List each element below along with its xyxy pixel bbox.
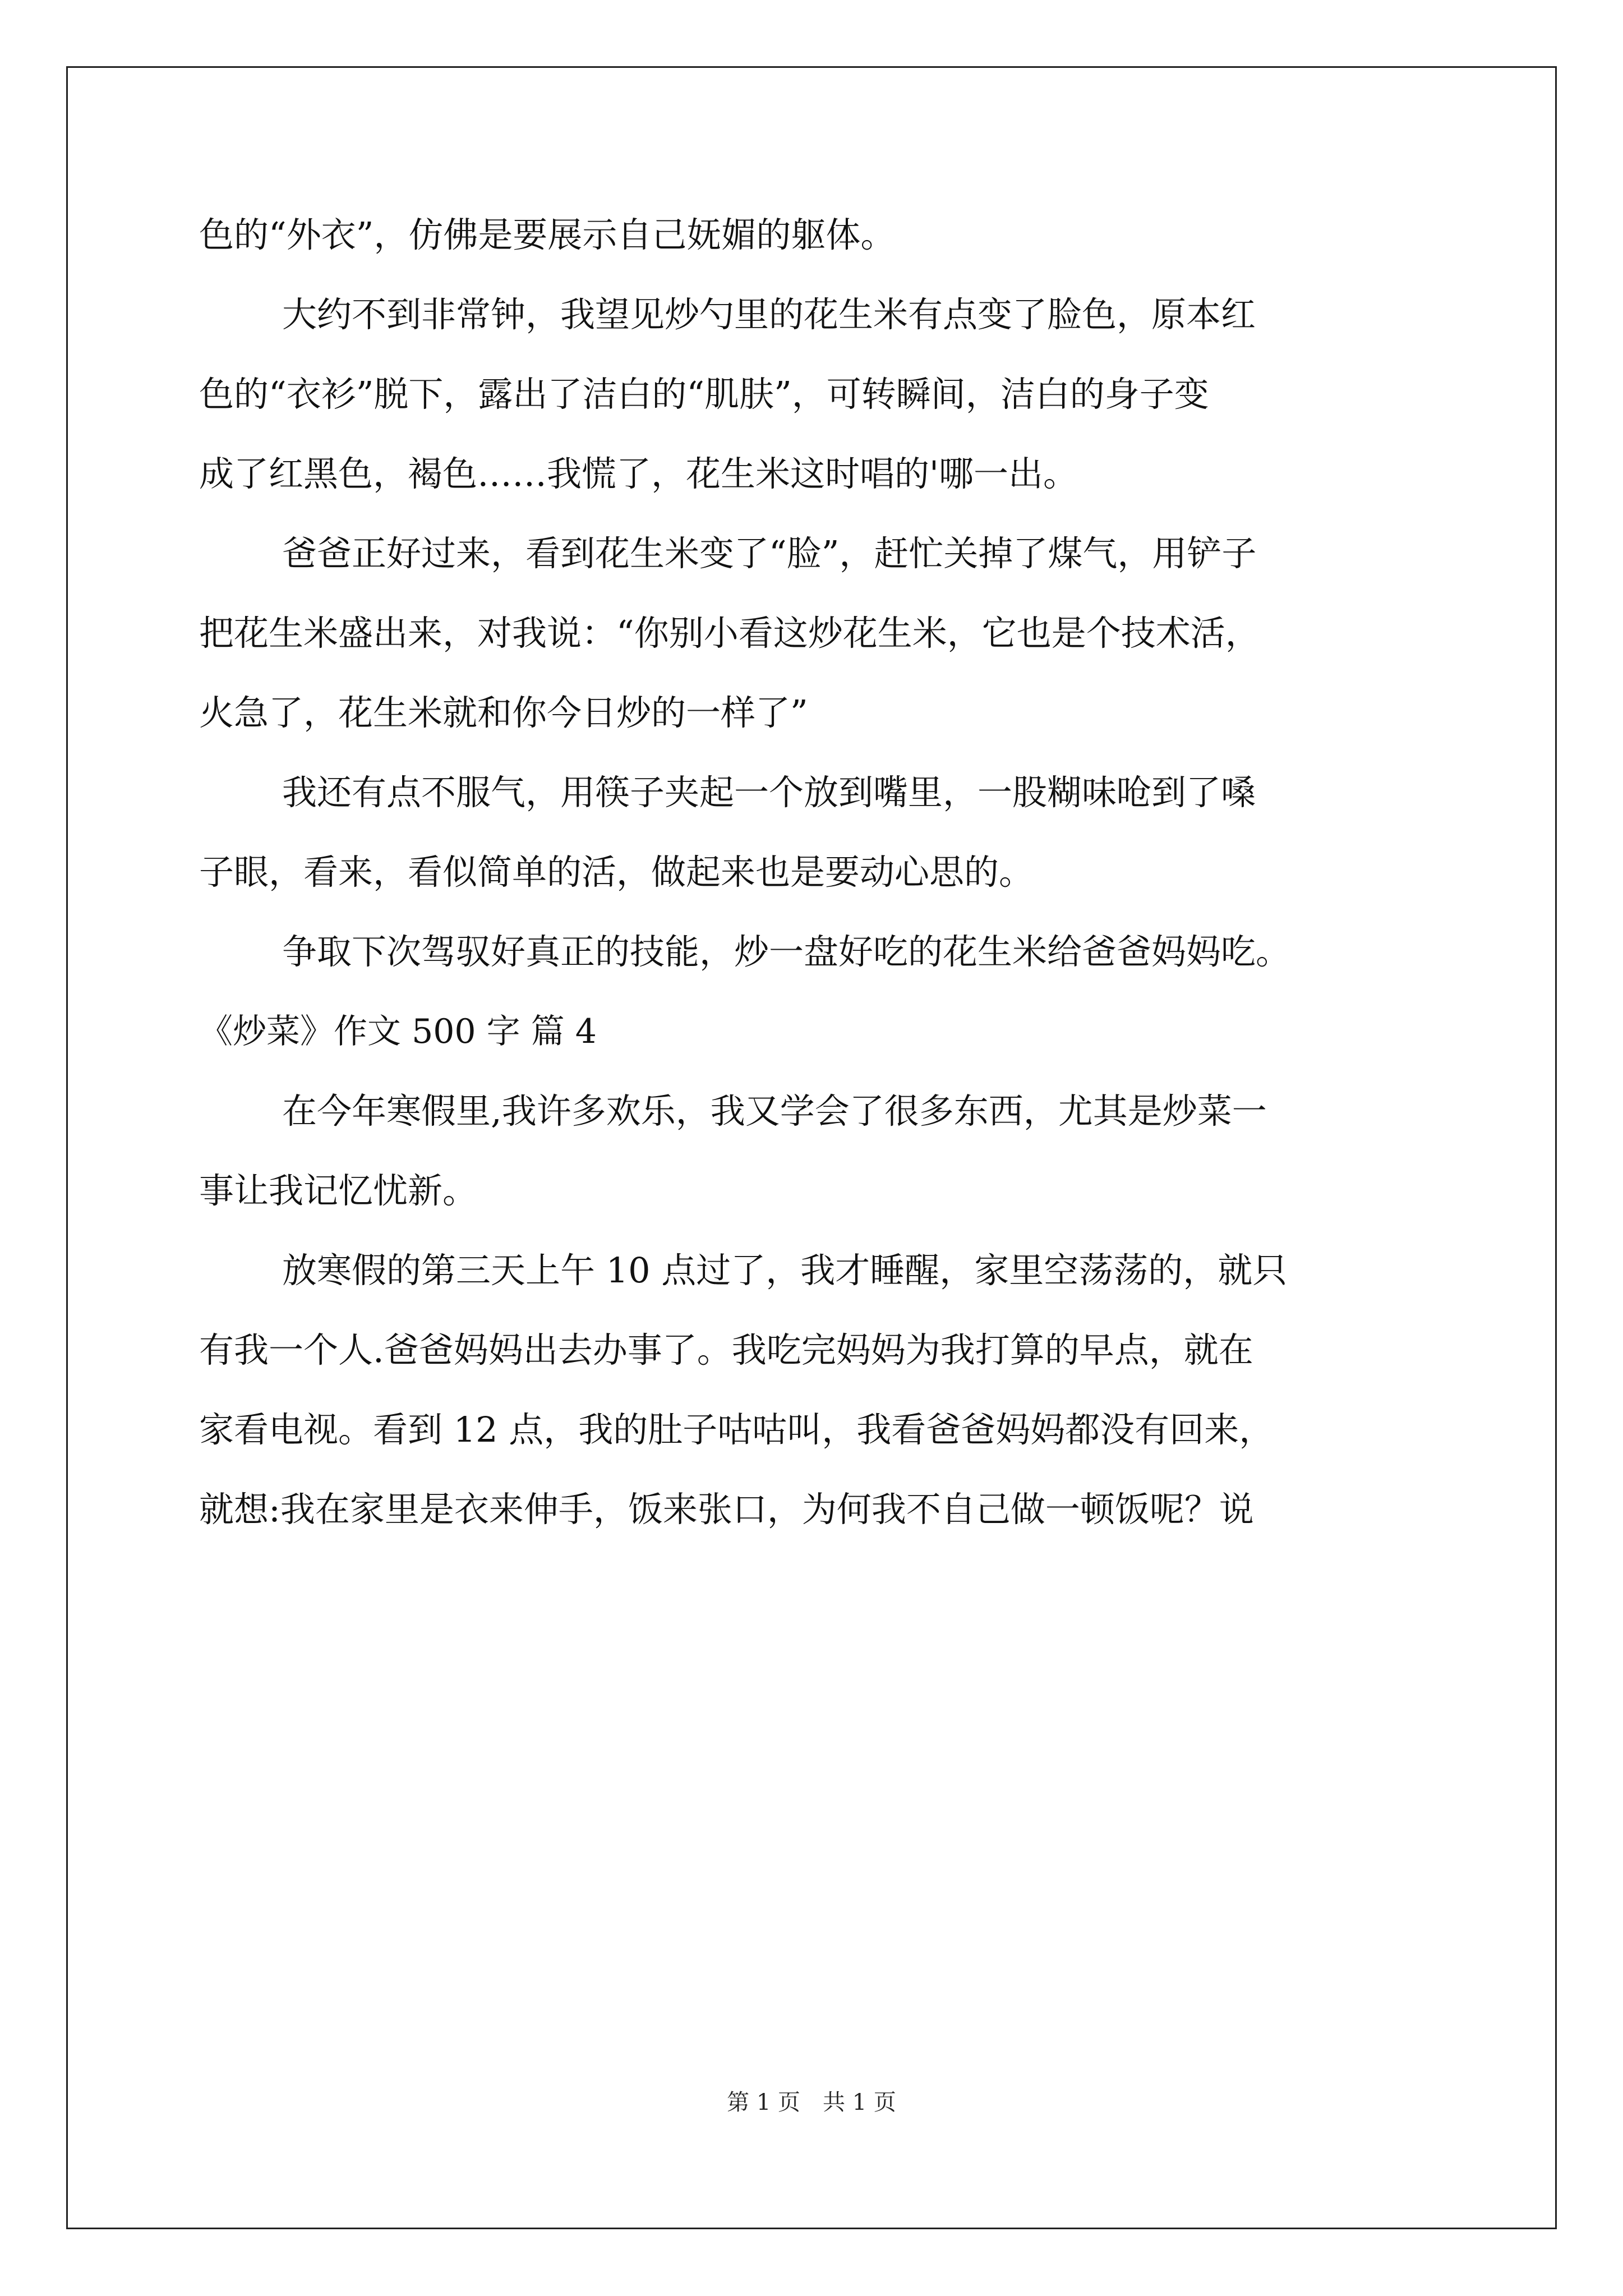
text-line: 有我一个人.爸爸妈妈出去办事了。我吃完妈妈为我打算的早点，就在 xyxy=(199,1329,1253,1370)
text-line: 家看电视。看到 12 点，我的肚子咕咕叫，我看爸爸妈妈都没有回来， xyxy=(199,1409,1274,1450)
text-line: 事让我记忆忧新。 xyxy=(199,1170,478,1211)
page-number-footer: 第 1 页 共 1 页 xyxy=(727,2090,896,2115)
text-line: 大约不到非常钟，我望见炒勺里的花生米有点变了脸色，原本红 xyxy=(282,294,1256,335)
text-line: 爸爸正好过来，看到花生米变了“脸”，赶忙关掉了煤气，用铲子 xyxy=(282,533,1257,574)
section-heading: 《炒菜》作文 500 字 篇 4 xyxy=(199,1012,597,1051)
text-line: 在今年寒假里,我许多欢乐，我又学会了很多东西，尤其是炒菜一 xyxy=(282,1091,1267,1131)
text-line: 火急了，花生米就和你今日炒的一样了” xyxy=(199,692,808,733)
text-line: 色的“外衣”，仿佛是要展示自己妩媚的躯体。 xyxy=(199,214,896,255)
text-line: 色的“衣衫”脱下，露出了洁白的“肌肤”，可转瞬间，洁白的身子变 xyxy=(199,374,1209,415)
text-line: 我还有点不服气，用筷子夹起一个放到嘴里，一股糊味呛到了嗓 xyxy=(282,772,1256,813)
text-line: 成了红黑色，褐色……我慌了，花生米这时唱的'哪一出。 xyxy=(199,453,1078,494)
text-line: 就想:我在家里是衣来伸手，饭来张口，为何我不自己做一顿饭呢？说 xyxy=(199,1489,1254,1530)
text-line: 把花生米盛出来，对我说：“你别小看这炒花生米，它也是个技术活， xyxy=(199,613,1260,654)
text-line: 放寒假的第三天上午 10 点过了，我才睡醒，家里空荡荡的，就只 xyxy=(282,1250,1288,1291)
text-line: 争取下次驾驭好真正的技能，炒一盘好吃的花生米给爸爸妈妈吃。 xyxy=(282,931,1291,972)
document-body xyxy=(199,195,1433,1549)
text-line: 子眼，看来，看似简单的活，做起来也是要动心思的。 xyxy=(199,852,1034,892)
